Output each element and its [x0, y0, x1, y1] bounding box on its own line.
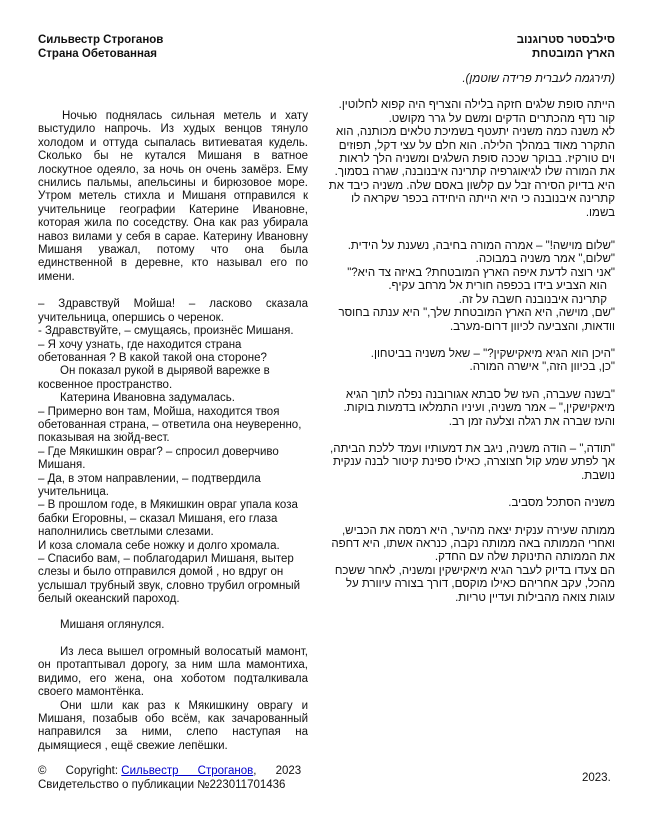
paragraph: "שלום מוישה!" – אמרה המורה בחיבה, נשענת על הידית. — [347, 240, 615, 253]
year-label: 2023. — [582, 772, 611, 784]
hebrew-column — [325, 33, 615, 605]
paragraph: Ночью поднялась сильная метель и хату выстудило напрочь. Из худых венцов тянуло холодом и оттуда сыпалась витиеватая кудель. Сколько бы не кутался Мишаня в ватное лоскутное одеяло, за ночь он очень замёрз. Ему снились пальмы, апельсины и бирюзовое море. Утром метель стихла и Мишаня отправился к учительнице географии Катерине Ивановне, которая жила по соседству. Она как раз убирала навоз вилами у себя в сарае. Катерину Ивановну Мишаня уважал, потому что она была единственной в деревне, кто называл его по имени. — [38, 110, 308, 283]
paragraph: – Спасибо вам, – поблагодарил Мишаня, вытер слезы и было отправился домой , но вдруг он услышал трубный звук, словно трубил огромный белый океанский пароход. — [38, 553, 301, 606]
paragraph: – Да, в этом направлении, – подтвердила учительница. — [38, 472, 261, 498]
paragraph: "שלום," אמר משניה במבוכה. — [475, 253, 615, 266]
paragraph: – В прошлом годе, в Мякишкин овраг упала коза бабки Егоровны, – сказал Мишаня, его глаза наполнились светлыми слезами. — [38, 499, 298, 539]
copyright-prefix: © Copyright: — [38, 765, 122, 777]
paragraph: והעז שברה את רגלה וצלעה זמן רב. — [448, 415, 615, 428]
paragraph: ממותה שעירה ענקית יצאה מהיער, היא רמסה את הכביש, ואחרי הממותה באה ממותה נקבה, כנראה אשתו, היא דחפה את הממותה התינוקת שלה עם החדק. — [331, 524, 615, 564]
paragraph: הוא הצביע בידו בכפפה חורית אל מרחב עקיף. — [388, 280, 607, 293]
paragraph: – Примерно вон там, Мойша, находится твоя обетованная страна, – ответила она неуверенно, показывая на зюйд-вест. — [38, 405, 302, 445]
paragraph: "תודה," – הודה משניה, ניגב את דמעותיו ועמד ללכת הביתה, אך לפתע שמע קול חצוצרה, כאילו ספינת קיטור לבנה ענקית נושבת. — [330, 442, 615, 482]
paragraph: Из леса вышел огромный волосатый мамонт, он протаптывал дорогу, за ним шла мамонтиха, видимо, его жена, она хоботом подталкивала своего мамонтёнка. — [38, 646, 308, 699]
paragraph: "אני רוצה לדעת איפה הארץ המובטחת? באיזה צד היא?" — [347, 266, 615, 279]
paragraph: И коза сломала себе ножку и долго хромала. — [38, 539, 280, 552]
paragraph: לא משנה כמה משניה יתעטף בשמיכת טלאים מכותנה, הוא התקרר מאוד במהלך הלילה. הוא חלם על עצי דקל, תפוזים וים טורקיז. בבוקר שככה סופת השלגים ומשניה הלך לראות את המורה שלו לגיאוגרפיה קתרינה איבנובנה, שגרה בסמוך. — [334, 126, 615, 179]
author-name-hebrew: סילבסטר סטרוגנוב — [516, 34, 615, 46]
paragraph: הייתה סופת שלגים חזקה בלילה והצריף היה קפוא לחלוטין. קור נדף מהכתרים הדקים ומשם על גרר מקושט. — [338, 99, 615, 125]
paragraph: קתרינה איבנובנה חשבה על זה. — [458, 293, 607, 306]
story-title: Страна Обетованная — [38, 48, 158, 60]
paragraph: Они шли как раз к Мякишкину оврагу и Мишаня, позабыв обо всём, как зачарованный направился за ними, слепо наступая на дымящиеся , ещё свежие лепёшки. — [38, 699, 308, 752]
paragraph: - Здравствуйте, – смущаясь, произнёс Мишаня. — [38, 325, 294, 338]
publication-certificate: Свидетельство о публикации №223011701436 — [38, 779, 286, 791]
paragraph: Катерина Ивановна задумалась. — [60, 392, 235, 405]
paragraph: הם צעדו בדיוק לעבר הגיא מיאקישקין ומשניה, לאחר ששכח מהכל, עקב אחריהם כאילו מוקסם, דורך בצורה עיוורת על עוגות צואה מהבילות ועדיין טריות. — [334, 564, 615, 604]
copyright-year: , 2023 — [253, 765, 302, 777]
paragraph: משניה הסתכל מסביב. — [508, 497, 615, 510]
russian-column — [38, 33, 308, 753]
story-title-hebrew: הארץ המובטחת — [532, 48, 615, 60]
paragraph: – Здравствуй Мойша! – ласково сказала учительница, опершись о черенок. — [38, 298, 308, 324]
paragraph: היא בדיוק הסירה זבל עם קלשון באסם שלה. משניה כיבד את קתרינה איבנובנה כי היא הייתה היחידה בכפר שקראה לו בשמו. — [328, 179, 615, 219]
author-link[interactable]: Сильвестр Строганов — [121, 765, 254, 777]
copyright-footer — [38, 764, 308, 792]
paragraph: – Я хочу узнать, где находится страна обетованная ? В какой такой она стороне? — [38, 338, 267, 364]
paragraph: – Где Мякишкин овраг? – спросил доверчиво Мишаня. — [38, 445, 279, 472]
paragraph: "כן, בכיוון הזה," אישרה המורה. — [469, 361, 615, 374]
translator-note: (תירגמה לעברית פרידה שוטמן). — [462, 73, 615, 85]
paragraph: "היכן הוא הגיא מיאקישקין?" – שאל משניה בביטחון. — [370, 347, 615, 360]
paragraph: "שם, מוישה, היא הארץ המובטחת שלך," היא ענתה בחוסר וודאות, והצביעה לכיוון דרום-מערב. — [338, 307, 615, 333]
author-name: Сильвестр Строганов — [38, 34, 164, 46]
paragraph: Он показал рукой в дырявой варежке в косвенное пространство. — [38, 365, 270, 391]
paragraph: "בשנה שעברה, העז של סבתא אגורובנה נפלה לתוך הגיא מיאקישקין," – אמר משניה, ועיניו התמלאו בדמעות בוקות. — [343, 388, 615, 415]
paragraph: Мишаня оглянулся. — [60, 618, 165, 631]
